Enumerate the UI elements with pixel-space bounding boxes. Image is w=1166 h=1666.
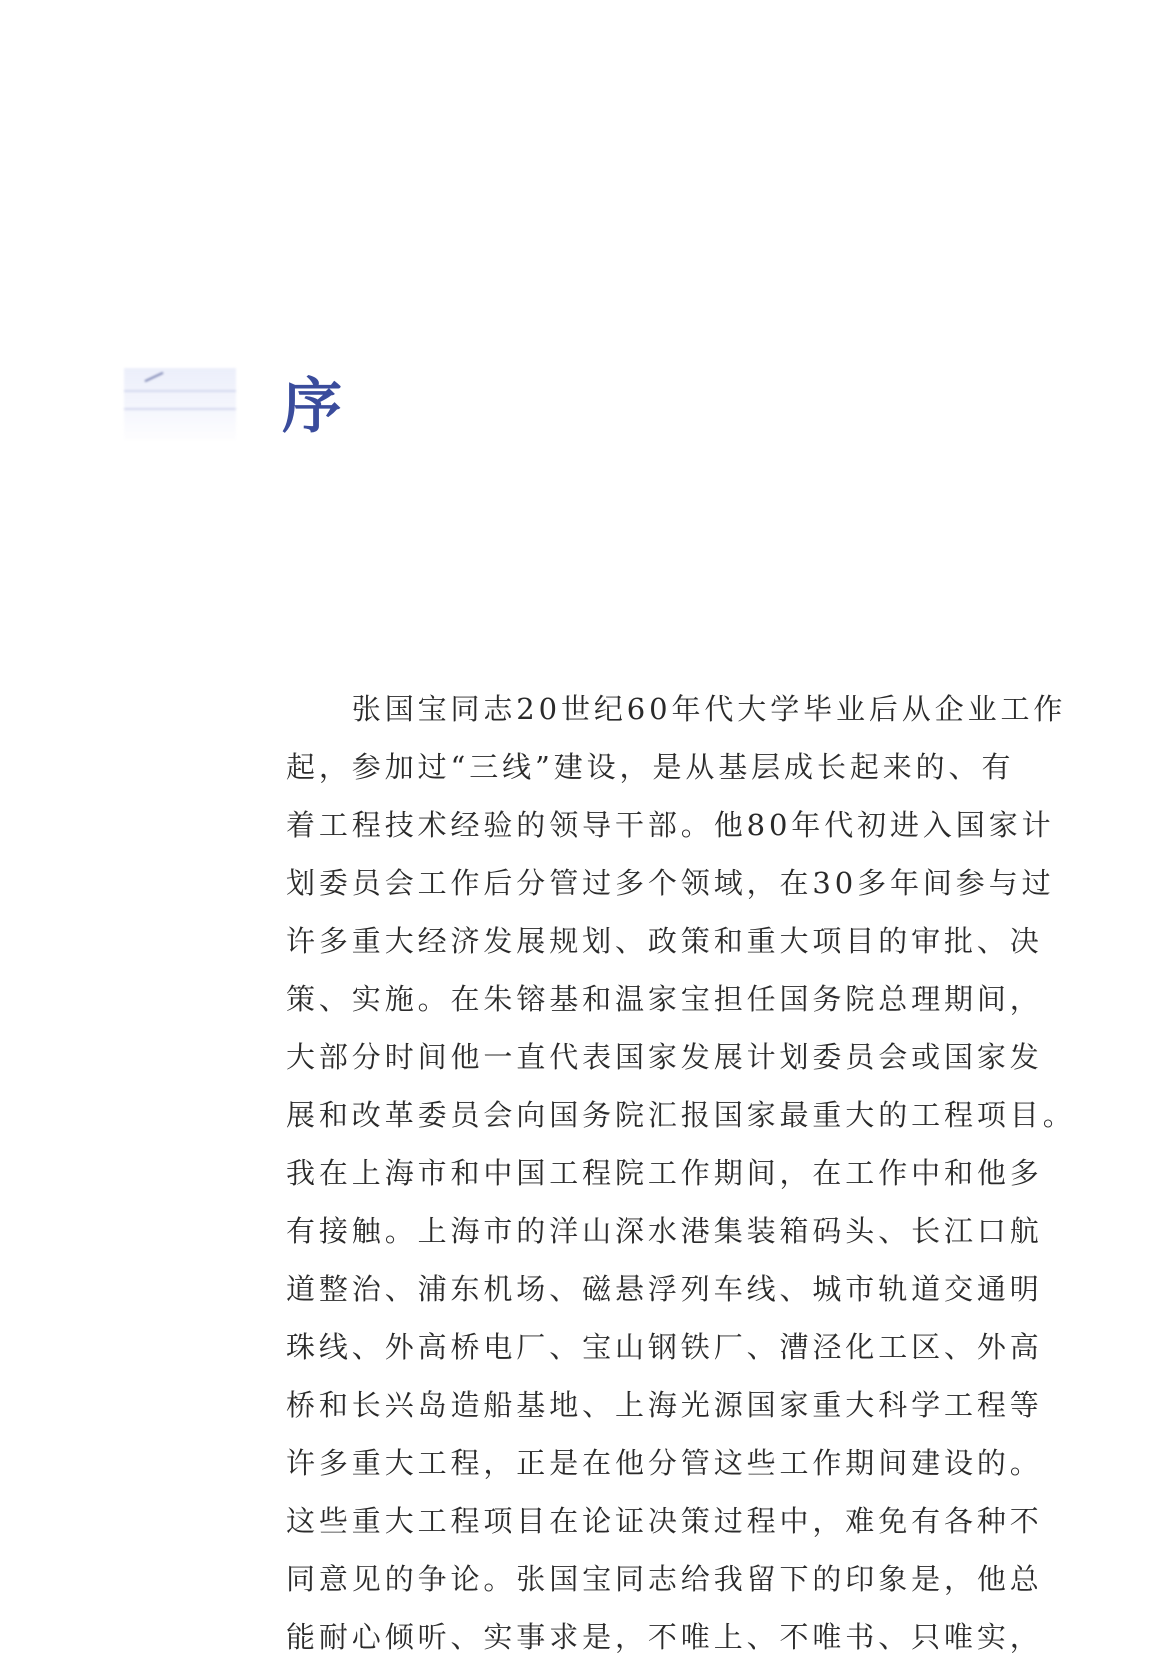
- text-line: 有接触。上海市的洋山深水港集装箱码头、长江口航: [286, 1214, 1043, 1248]
- text-line: 道整治、浦东机场、磁悬浮列车线、城市轨道交通明: [286, 1272, 1043, 1306]
- decorative-stroke: [145, 372, 164, 382]
- body-text: [286, 680, 1086, 1666]
- text-line: 张国宝同志20世纪60年代大学毕业后从企业工作: [286, 692, 1067, 726]
- text-line: 展和改革委员会向国务院汇报国家最重大的工程项目。: [286, 1098, 1076, 1132]
- text-line: 我在上海市和中国工程院工作期间，在工作中和他多: [286, 1156, 1043, 1190]
- text-line: 许多重大工程，正是在他分管这些工作期间建设的。: [286, 1446, 1043, 1480]
- text-line: 许多重大经济发展规划、政策和重大项目的审批、决: [286, 924, 1043, 958]
- text-line: 同意见的争论。张国宝同志给我留下的印象是，他总: [286, 1562, 1043, 1596]
- text-line: 能耐心倾听、实事求是，不唯上、不唯书、只唯实，: [286, 1620, 1043, 1654]
- decorative-line: [124, 408, 236, 410]
- decorative-line: [124, 390, 236, 392]
- text-line: 大部分时间他一直代表国家发展计划委员会或国家发: [286, 1040, 1043, 1074]
- text-line: 着工程技术经验的领导干部。他80年代初进入国家计: [286, 808, 1055, 842]
- text-line: 策、实施。在朱镕基和温家宝担任国务院总理期间，: [286, 982, 1043, 1016]
- text-line: 珠线、外高桥电厂、宝山钢铁厂、漕泾化工区、外高: [286, 1330, 1043, 1364]
- text-line: 桥和长兴岛造船基地、上海光源国家重大科学工程等: [286, 1388, 1043, 1422]
- text-line: 起，参加过“三线”建设，是从基层成长起来的、有: [286, 750, 1015, 784]
- decorative-mark: [124, 368, 236, 440]
- text-line: 这些重大工程项目在论证决策过程中，难免有各种不: [286, 1504, 1043, 1538]
- text-line: 划委员会工作后分管过多个领域，在30多年间参与过: [286, 866, 1055, 900]
- page-title: 序: [282, 372, 344, 442]
